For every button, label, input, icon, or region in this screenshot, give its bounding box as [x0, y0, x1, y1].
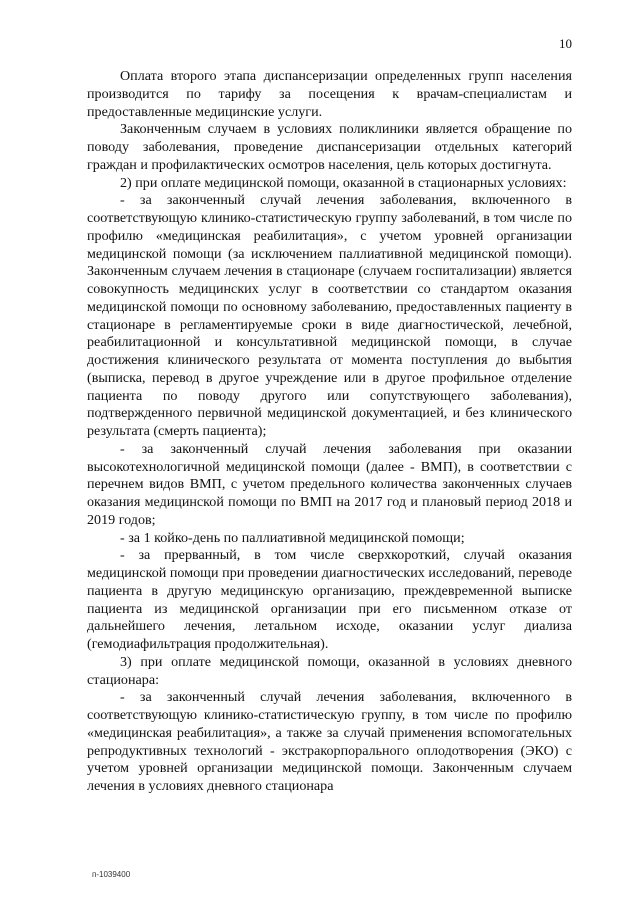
- paragraph: Законченным случаем в условиях поликлиники является обращение по поводу заболевания, проведение диспансеризации отдельных категорий граждан и профилактических осмотров населения, цель которых достигнута.: [87, 121, 572, 173]
- paragraph: - за законченный случай лечения заболевания, включенного в соответствующую клинико-статистическую группу, в том числе по профилю «медицинская реабилитация», а также за случай применения вспомогательных репродуктивных технологий - экстракорпорального оплодотворения (ЭКО) с учетом уровней организации медицинской помощи. Законченным случаем лечения в условиях дневного стационара: [87, 689, 572, 794]
- paragraph: Оплата второго этапа диспансеризации определенных групп населения производится по тарифу за посещения к врачам-специалистам и предоставленные медицинские услуги.: [87, 68, 572, 120]
- paragraph: - за законченный случай лечения заболевания, включенного в соответствующую клинико-статистическую группу заболеваний, в том числе по профилю «медицинская реабилитация», с учетом уровней организации медицинской помощи (за исключением паллиативной медицинской помощи). Законченным случаем лечения в стационаре (случаем госпитализации) является совокупность медицинских услуг в соответствии со стандартом оказания медицинской помощи по основному заболеванию, предоставленных пациенту в стационаре в регламентируемые сроки в виде диагностической, лечебной, реабилитационной и консультативной медицинской помощи, в случае достижения клинического результата от момента поступления до выбытия (выписка, перевод в другое учреждение или в другое профильное отделение пациента по поводу другого или сопутствующего заболевания), подтвержденного первичной медицинской документацией, и без клинического результата (смерть пациента);: [87, 192, 572, 439]
- paragraph: 3) при оплате медицинской помощи, оказанной в условиях дневного стационара:: [87, 653, 572, 688]
- page-number: 10: [559, 36, 572, 51]
- paragraph: - за 1 койко-день по паллиативной медицинской помощи;: [120, 529, 465, 546]
- paragraph: 2) при оплате медицинской помощи, оказанной в стационарных условиях:: [120, 174, 567, 191]
- document-id: п-1039400: [92, 870, 131, 879]
- paragraph: - за прерванный, в том числе сверхкороткий, случай оказания медицинской помощи при проведении диагностических исследований, переводе пациента в другую медицинскую организацию, преждевременной выписке пациента из медицинской организации при его письменном отказе от дальнейшего лечения, летальном исходе, оказании услуг диализа (гемодиафильтрация продолжительная).: [87, 547, 572, 652]
- paragraph: - за законченный случай лечения заболевания при оказании высокотехнологичной медицинской помощи (далее - ВМП), в соответствии с перечнем видов ВМП, с учетом предельного количества законченных случаев оказания медицинской помощи по ВМП на 2017 год и плановый период 2018 и 2019 годов;: [87, 440, 572, 528]
- document-body: [87, 68, 572, 796]
